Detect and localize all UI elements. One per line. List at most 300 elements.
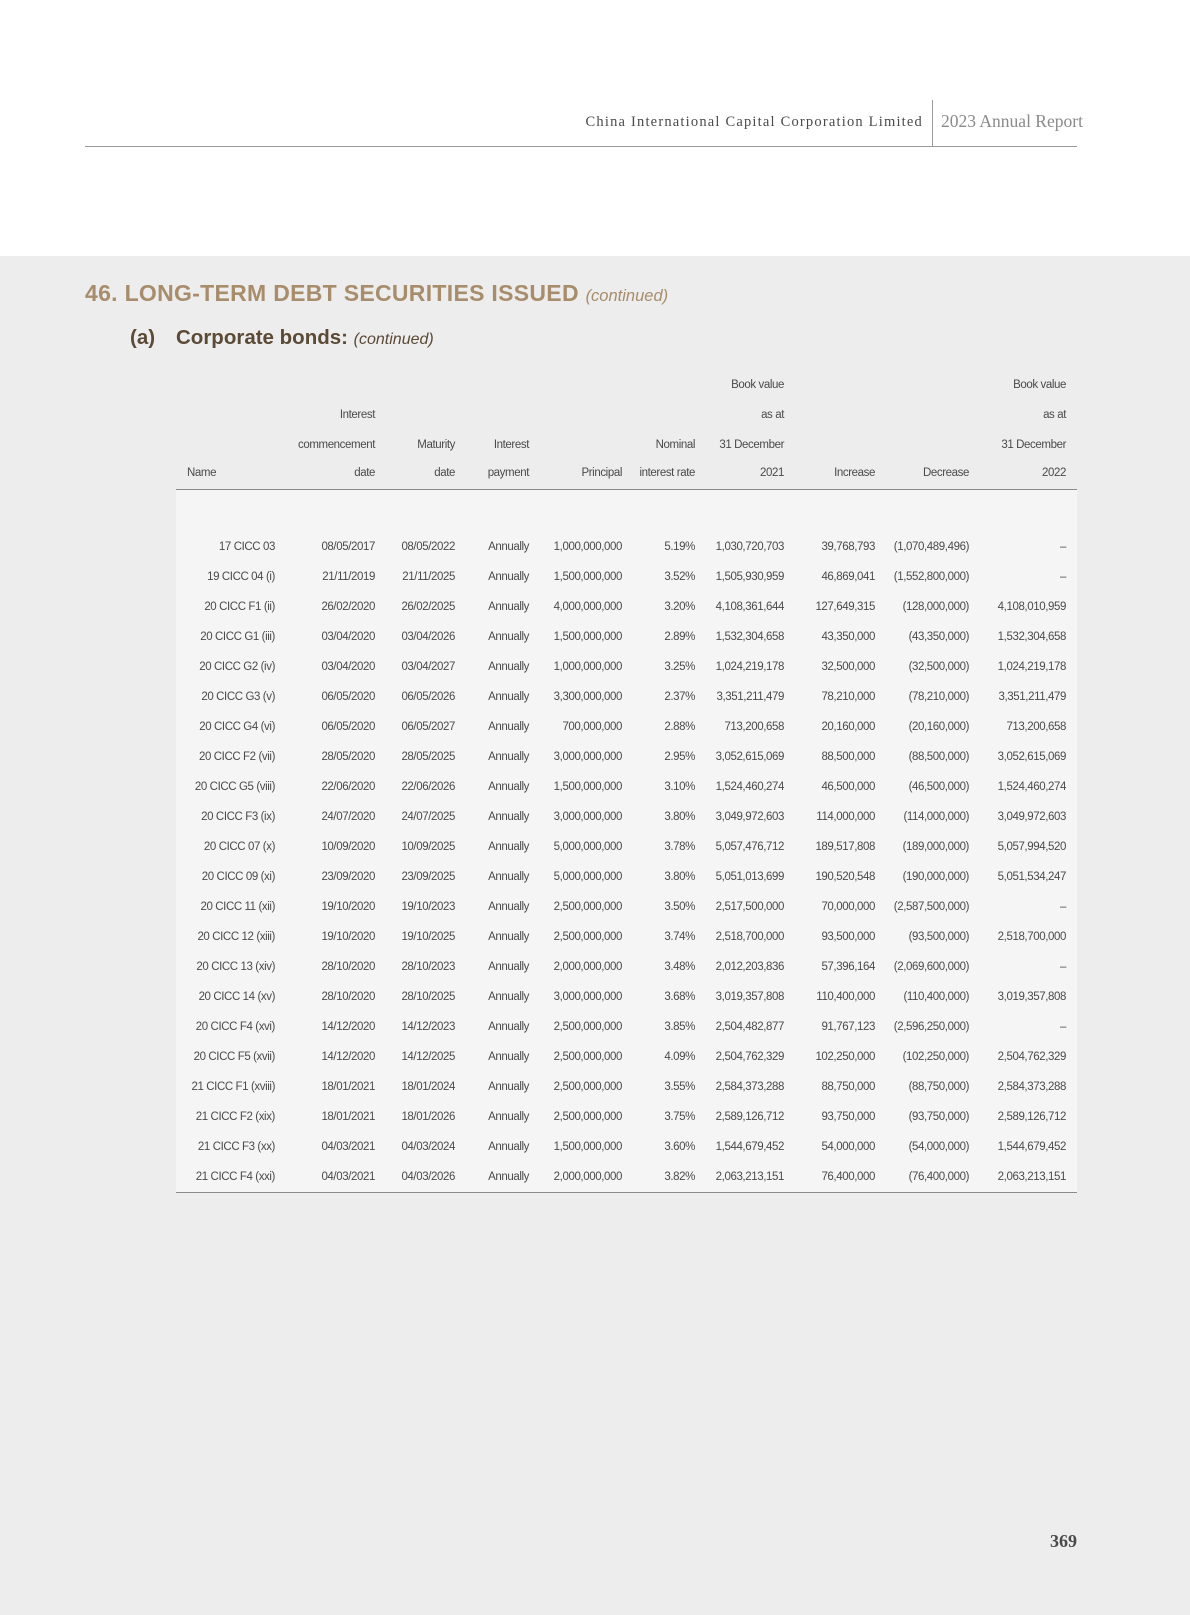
column-header-cell: Book value [731,379,784,391]
table-cell: 3,000,000,000 [553,811,622,823]
column-header-cell [466,370,540,400]
table-cell: 1,505,930,959 [715,571,784,583]
table-row [176,892,1077,922]
table-cell: 28/10/2023 [401,961,455,973]
column-header-cell: 2021 [706,460,795,490]
bond-name-cell: 20 CICC G1 (iii) [200,631,275,643]
column-header-cell [633,370,706,400]
table-cell: 1,000,000,000 [553,661,622,673]
column-header-cell [633,400,706,430]
table-cell: 5,000,000,000 [553,841,622,853]
bond-name-cell: 20 CICC 11 (xii) [200,901,275,913]
table-cell: 3.60% [664,1141,695,1153]
table-cell: 03/04/2020 [321,631,375,643]
table-cell: Annually [488,961,529,973]
table-cell: 5,051,534,247 [997,871,1066,883]
table-cell: 24/07/2020 [321,811,375,823]
table-cell: 713,200,658 [1006,721,1066,733]
section-title [85,280,668,307]
table-cell: Annually [488,1111,529,1123]
corporate-bonds-table [176,370,1077,1193]
table-cell: 32,500,000 [821,661,875,673]
column-header-cell: commencement [297,439,375,451]
column-header-cell: Interest [339,409,375,421]
table-cell: 2,000,000,000 [553,961,622,973]
table-cell: (2,596,250,000) [893,1021,969,1033]
table-cell: (43,350,000) [908,631,969,643]
table-cell: (54,000,000) [908,1141,969,1153]
column-header-cell: 31 December [1001,439,1066,451]
table-cell: 3.80% [664,871,695,883]
table-cell: 1,500,000,000 [553,1141,622,1153]
table-cell: 2,518,700,000 [715,931,784,943]
table-cell: 10/09/2020 [321,841,375,853]
table-cell: 5,000,000,000 [553,871,622,883]
column-header-cell: 31 December [719,439,784,451]
bond-name-cell: 21 CICC F2 (xix) [195,1111,275,1123]
table-cell: 1,532,304,658 [715,631,784,643]
table-row [176,652,1077,682]
table-cell: – [1060,541,1066,553]
table-cell: 06/05/2020 [321,721,375,733]
table-cell: 10/09/2025 [401,841,455,853]
table-cell: Annually [488,781,529,793]
column-header-cell [466,400,540,430]
table-cell: 3,049,972,603 [715,811,784,823]
table-cell: (78,210,000) [908,691,969,703]
table-cell: 2,500,000,000 [553,1051,622,1063]
header-company-name: China International Capital Corporation Limited [585,114,923,130]
table-cell: 3.80% [664,811,695,823]
table-cell: 54,000,000 [821,1141,875,1153]
bond-name-cell: 20 CICC G4 (vi) [199,721,275,733]
table-cell: Annually [488,991,529,1003]
header-report-title: 2023 Annual Report [941,111,1083,131]
column-header-cell [286,370,386,400]
table-cell: 3,000,000,000 [553,991,622,1003]
table-cell: 3.82% [633,1162,706,1193]
table-cell: 2,063,213,151 [706,1162,795,1193]
column-header-cell [386,400,466,430]
table-cell: (114,000,000) [903,811,969,823]
table-cell: (93,500,000) [908,931,969,943]
table-cell: 1,500,000,000 [553,781,622,793]
column-header-cell [540,370,633,400]
table-row [176,1072,1077,1102]
table-row [176,922,1077,952]
table-cell: 2,500,000,000 [553,1021,622,1033]
spacer-cell [176,490,1077,533]
header-row [176,460,1077,490]
table-cell: 114,000,000 [816,811,875,823]
table-cell: 2,584,373,288 [715,1081,784,1093]
table-row [176,862,1077,892]
table-cell: (76,400,000) [886,1162,980,1193]
table-cell: (1,070,489,496) [893,541,969,553]
table-cell: 3,300,000,000 [553,691,622,703]
table-cell: (189,000,000) [902,841,969,853]
column-header-cell: Interest [493,439,529,451]
table-cell: 1,544,679,452 [997,1141,1066,1153]
table-cell: 5,051,013,699 [715,871,784,883]
table-cell: (1,552,800,000) [893,571,969,583]
bond-name-cell: 20 CICC F1 (ii) [204,601,275,613]
column-header-cell: interest rate [633,460,706,490]
table-cell: 28/10/2020 [321,991,375,1003]
table-cell: Annually [488,601,529,613]
table-cell: 2,589,126,712 [997,1111,1066,1123]
table-cell: 5,057,994,520 [997,841,1066,853]
bond-name-cell: 17 CICC 03 [218,541,275,553]
table-cell: (2,587,500,000) [893,901,969,913]
page-number: 369 [1050,1531,1077,1551]
table-row [176,1102,1077,1132]
table-cell: 26/02/2025 [401,601,455,613]
table-cell: 3,019,357,808 [997,991,1066,1003]
table-cell: Annually [488,541,529,553]
table-cell: (88,750,000) [908,1081,969,1093]
table-cell: 43,350,000 [821,631,875,643]
bond-name-cell: 20 CICC 09 (xi) [201,871,275,883]
table-cell: Annually [488,871,529,883]
column-header-cell: as at [1043,409,1066,421]
table-cell: 2,589,126,712 [715,1111,784,1123]
table-cell: 06/05/2026 [401,691,455,703]
table-cell: 3,052,615,069 [997,751,1066,763]
table-cell: 2,504,482,877 [715,1021,784,1033]
table-cell: 189,517,808 [815,841,875,853]
table-cell: 3,351,211,479 [998,691,1066,703]
column-header-cell [540,430,633,460]
table-cell: Annually [488,571,529,583]
table-cell: 23/09/2020 [321,871,375,883]
table-cell: 3.20% [664,601,695,613]
table-cell: – [1060,571,1066,583]
table-cell: 18/01/2024 [401,1081,455,1093]
header-rule [85,146,1077,147]
column-header-cell: Decrease [886,460,980,490]
table-cell: 04/03/2024 [401,1141,455,1153]
table-cell: 46,869,041 [821,571,875,583]
table-cell: 2,500,000,000 [553,1081,622,1093]
table-cell: 22/06/2020 [321,781,375,793]
table-cell: 14/12/2023 [401,1021,455,1033]
header-row [176,370,1077,400]
table-cell: 2.37% [664,691,695,703]
bond-name-cell: 20 CICC 07 (x) [203,841,275,853]
table-cell: Annually [488,1141,529,1153]
table-cell: 1,000,000,000 [553,541,622,553]
table-cell: Annually [488,691,529,703]
table-cell: 102,250,000 [815,1051,875,1063]
section-title-text: 46. LONG-TERM DEBT SECURITIES ISSUED [85,280,579,306]
table-row [176,832,1077,862]
header-row [176,400,1077,430]
bond-name-cell: 20 CICC 14 (xv) [198,991,275,1003]
column-header-cell: Principal [540,460,633,490]
bond-name-cell: 20 CICC G2 (iv) [199,661,275,673]
table-cell: 19/10/2020 [321,901,375,913]
subsection-index: (a) [130,326,156,349]
table-cell: 21/11/2019 [322,571,375,583]
table-cell: 18/01/2021 [321,1081,375,1093]
table-cell: Annually [488,751,529,763]
table-row [176,772,1077,802]
table-row [176,1132,1077,1162]
table-cell: 18/01/2026 [401,1111,455,1123]
table-cell: 2,517,500,000 [715,901,784,913]
table-cell: 3.25% [664,661,695,673]
table-cell: Annually [488,1051,529,1063]
column-header-cell [176,400,286,430]
table-cell: – [1060,1021,1066,1033]
column-header-cell [540,400,633,430]
table-cell: 2,012,203,836 [715,961,784,973]
table-cell: 14/12/2025 [401,1051,455,1063]
table-cell: – [1060,961,1066,973]
table-cell: 1,500,000,000 [553,631,622,643]
column-header-cell: Maturity [417,439,455,451]
column-header-cell [795,400,886,430]
table-cell: 2,500,000,000 [553,1111,622,1123]
table-cell: 1,024,219,178 [997,661,1066,673]
table-cell: 3,019,357,808 [715,991,784,1003]
table-cell: Annually [488,661,529,673]
table-row [176,1042,1077,1072]
column-header-cell: date [386,460,466,490]
bond-name-cell: 20 CICC G5 (viii) [194,781,275,793]
table-cell: 1,024,219,178 [715,661,784,673]
table-cell: (46,500,000) [908,781,969,793]
table-cell: Annually [488,931,529,943]
table-cell: 3,052,615,069 [715,751,784,763]
column-header-cell: 2022 [980,460,1077,490]
table-cell: 3.78% [664,841,695,853]
table-cell: 110,400,000 [816,991,875,1003]
table-cell: 3,049,972,603 [997,811,1066,823]
table-cell: 1,030,720,703 [715,541,784,553]
column-header-cell [386,370,466,400]
bond-name-cell: 20 CICC G3 (v) [201,691,275,703]
table-cell: Annually [488,721,529,733]
column-header-cell [795,430,886,460]
header-row [176,430,1077,460]
bond-name-cell: 21 CICC F1 (xviii) [191,1081,275,1093]
table-row [176,1162,1077,1193]
table-cell: 3.68% [664,991,695,1003]
table-cell: 19/10/2023 [401,901,455,913]
table-cell: 3,000,000,000 [553,751,622,763]
table-cell: 3.74% [664,931,695,943]
table-row [176,802,1077,832]
table-cell: 14/12/2020 [321,1021,375,1033]
table-cell: Annually [488,901,529,913]
table-cell: 2.88% [664,721,695,733]
table-cell: 57,396,164 [821,961,875,973]
table-cell: Annually [488,1021,529,1033]
column-header-cell: Nominal [655,439,695,451]
table-cell: 04/03/2021 [286,1162,386,1193]
subsection-title-text: Corporate bonds: [176,326,348,349]
table-cell: Annually [488,1081,529,1093]
column-header-cell [176,370,286,400]
table-cell: 19/10/2025 [401,931,455,943]
table-row [176,532,1077,562]
table-cell: 4,108,361,644 [715,601,784,613]
table-cell: 39,768,793 [821,541,875,553]
table-cell: 4.09% [664,1051,695,1063]
bond-name-cell: 20 CICC F5 (xvii) [193,1051,275,1063]
table-cell: (88,500,000) [908,751,969,763]
table-cell: 2,504,762,329 [715,1051,784,1063]
table-cell: 3.10% [664,781,695,793]
table-cell: (32,500,000) [908,661,969,673]
column-header-cell [886,370,980,400]
table-cell: (128,000,000) [902,601,969,613]
table-cell: 5.19% [664,541,695,553]
table-row [176,712,1077,742]
column-header-cell [176,430,286,460]
table-cell: 78,210,000 [821,691,875,703]
table-row [176,562,1077,592]
table-spacer-row [176,490,1077,533]
table-row [176,682,1077,712]
table-row [176,982,1077,1012]
table-cell: 1,524,460,274 [715,781,784,793]
table-row [176,592,1077,622]
column-header-cell: date [286,460,386,490]
bond-name-cell: 20 CICC 12 (xiii) [197,931,275,943]
table-cell: 46,500,000 [821,781,875,793]
subsection-continued: (continued) [353,331,434,348]
bond-name-cell: 21 CICC F4 (xxi) [176,1162,286,1193]
table-cell: 2,000,000,000 [540,1162,633,1193]
table-cell: 14/12/2020 [321,1051,375,1063]
table-cell: 03/04/2026 [401,631,455,643]
table-cell: 26/02/2020 [321,601,375,613]
table-cell: 06/05/2027 [401,721,455,733]
table-cell: 3.55% [664,1081,695,1093]
table-cell: 2.95% [664,751,695,763]
table-cell: 24/07/2025 [401,811,455,823]
table-cell: (190,000,000) [902,871,969,883]
column-header-cell: Name [176,460,286,490]
table-cell: 18/01/2021 [321,1111,375,1123]
table-cell: 3,351,211,479 [716,691,784,703]
table-cell: 1,544,679,452 [715,1141,784,1153]
table-cell: 2,518,700,000 [997,931,1066,943]
bond-name-cell: 20 CICC F3 (ix) [201,811,275,823]
table-cell: 4,108,010,959 [997,601,1066,613]
table-cell: (20,160,000) [908,721,969,733]
table-cell: Annually [488,811,529,823]
table-cell: 91,767,123 [821,1021,875,1033]
table-cell: 28/05/2020 [321,751,375,763]
table-cell: 3.85% [664,1021,695,1033]
table-cell: (2,069,600,000) [893,961,969,973]
table-cell: 22/06/2026 [401,781,455,793]
table-cell: 3.48% [664,961,695,973]
section-continued: (continued) [585,287,669,305]
bond-name-cell: 20 CICC F2 (vii) [198,751,275,763]
table-row [176,952,1077,982]
bond-name-cell: 21 CICC F3 (xx) [197,1141,275,1153]
table-cell: Annually [488,841,529,853]
table-cell: 2,584,373,288 [997,1081,1066,1093]
bond-name-cell: 20 CICC 13 (xiv) [196,961,275,973]
table-cell: 21/11/2025 [402,571,455,583]
table-cell: 713,200,658 [724,721,784,733]
table-cell: 28/05/2025 [401,751,455,763]
table-cell: 28/10/2025 [401,991,455,1003]
table-cell: (102,250,000) [902,1051,969,1063]
table-cell: 08/05/2022 [401,541,455,553]
table-cell: 3.75% [664,1111,695,1123]
column-header-cell: payment [466,460,540,490]
table-cell: 2,500,000,000 [553,931,622,943]
table-cell: 28/10/2020 [321,961,375,973]
table-cell: 4,000,000,000 [553,601,622,613]
table-row [176,1012,1077,1042]
table-row [176,622,1077,652]
table-cell: 03/04/2020 [321,661,375,673]
table-cell: 20,160,000 [821,721,875,733]
table-cell: 08/05/2017 [321,541,375,553]
table-cell: 1,500,000,000 [553,571,622,583]
table-cell: 1,532,304,658 [997,631,1066,643]
page-header [0,0,1190,256]
table-cell: 93,750,000 [821,1111,875,1123]
table-cell: 2.89% [664,631,695,643]
column-header-cell [886,400,980,430]
corporate-bonds-table-container [176,370,1077,1193]
table-cell: 5,057,476,712 [715,841,784,853]
table-cell: 04/03/2021 [321,1141,375,1153]
table-cell: 700,000,000 [562,721,622,733]
table-cell: 06/05/2020 [321,691,375,703]
table-cell: 2,500,000,000 [553,901,622,913]
table-cell: 76,400,000 [795,1162,886,1193]
table-cell: 88,750,000 [821,1081,875,1093]
table-cell: – [1060,901,1066,913]
table-cell: 88,500,000 [821,751,875,763]
table-row [176,742,1077,772]
column-header-cell [795,370,886,400]
table-cell: 1,524,460,274 [997,781,1066,793]
table-cell: (93,750,000) [908,1111,969,1123]
column-header-cell: Book value [1013,379,1066,391]
table-cell: Annually [488,631,529,643]
table-cell: 03/04/2027 [401,661,455,673]
table-cell: 3.52% [664,571,695,583]
table-cell: 70,000,000 [821,901,875,913]
table-cell: 93,500,000 [821,931,875,943]
table-cell: 127,649,315 [815,601,875,613]
table-cell: 2,063,213,151 [980,1162,1077,1193]
table-cell: 19/10/2020 [321,931,375,943]
column-header-cell [886,430,980,460]
table-body [176,490,1077,1193]
column-header-cell: Increase [795,460,886,490]
table-cell: 23/09/2025 [401,871,455,883]
bond-name-cell: 20 CICC F4 (xvi) [195,1021,275,1033]
table-cell: 3.50% [664,901,695,913]
table-cell: 04/03/2026 [386,1162,466,1193]
table-cell: 190,520,548 [815,871,875,883]
table-cell: Annually [466,1162,540,1193]
column-header-cell: as at [761,409,784,421]
subsection-title [130,326,434,350]
